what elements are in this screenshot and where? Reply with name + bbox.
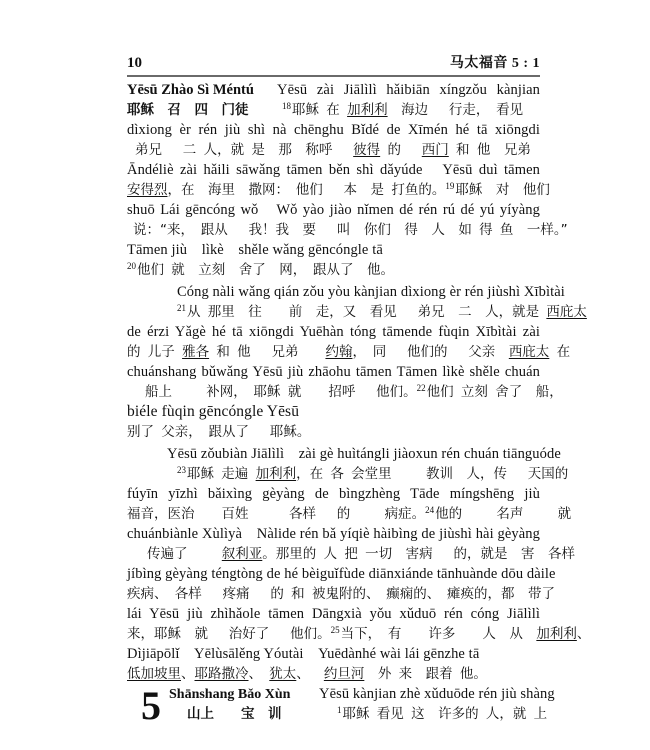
text-line-pinyin: jíbìng gèyàng téngtòng de hé bèiguǐfùde diānxiánde tānhuànde dōu dàile [127,566,556,582]
verse-number: 19 [445,180,455,191]
page-number: 10 [127,55,142,71]
text-line-chinese [127,260,540,280]
text-line-chinese: 安得烈，在 海里 撒网： 他们 本 是 打鱼的。$^{19}$耶稣 对 他们 [127,180,550,198]
bible-page [127,52,591,728]
verse-number: 21 [177,302,186,313]
person-name-underlined: 彼得 [353,142,381,158]
verse-number: 18 [282,100,291,111]
place-name-underlined: 加利利 [536,626,577,642]
text-line-chinese: 别了 父亲， 跟从了 耶稣。 [127,424,311,440]
text-line-chinese [127,704,548,724]
text-line-pinyin: Yēsū zǒubiàn Jiālìlì zài gè huìtángli jiàoxun rén chuán tiānguóde [167,446,561,462]
place-name-underlined: 加利利 [347,102,388,118]
text-line-pinyin: Āndéliè zài hǎili sāwǎng tāmen běn shì dǎyúde Yēsū duì tāmen [127,162,540,178]
verse-number: 25 [330,624,340,635]
running-header [127,52,540,77]
text-line-chinese: $^{21}$从 那里 往 前 走，又 看见 弟兄 二 人，就是 西庇太 [177,302,587,320]
place-name-underlined: 耶路撒冷 [194,666,249,682]
text-line-pinyin: shuō Lái gēncóng wǒ Wǒ yào jiào nǐmen dé rén rú dé yú yíyàng [127,202,540,218]
pinyin-text: Yēsū zài Jiālìlì hǎibiān xíngzǒu kànjian [277,82,540,98]
chinese-text: 耶稣 看见 这 许多的 人，就 上 [342,706,548,722]
text-line-chinese: 弟兄 二 人，就 是 那 称呼 彼得 的 西门 和 他 兄弟 [135,142,531,158]
place-name-underlined: 低加坡里 [127,666,181,682]
person-name-underlined: 约翰 [325,344,353,360]
person-name-underlined: 雅各 [182,344,210,360]
text-line-pinyin: Cóng nàli wǎng qián zǒu yòu kànjian dìxiong èr rén jiùshì Xībìtài [177,284,565,300]
book-reference: 马太福音 5 : 1 [449,56,540,71]
chapter-number: 5 [141,683,161,728]
place-name-underlined: 犹太 [269,666,297,682]
text-line-chinese: 福音，医治 百姓 各样 的 病症。$^{24}$他的 名声 就 [127,504,572,522]
text-line-pinyin: fúyīn yīzhì bǎixìng gèyàng de bìngzhèng Tāde míngshēng jiù [127,486,540,502]
text-line-pinyin: lái Yēsū jiù zhìhǎole tāmen Dāngxià yǒu xǔduō rén cóng Jiālìlì [127,606,540,622]
verse-number: 23 [177,464,186,475]
text-line-chinese: 来，耶稣 就 治好了 他们。$^{25}$当下， 有 许多 人 从 加利利、 [127,624,591,642]
text-line-chinese [127,100,540,120]
text-line-chinese: $^{23}$耶稣 走遍 加利利，在 各 会堂里 教训 人，传 天国的 [177,464,569,482]
text-line-pinyin: de érzi Yǎgè hé tā xiōngdi Yuēhàn tóng tāmende fùqin Xībìtài zài [127,324,540,340]
text-line-pinyin: biéle fùqin gēncóngle Yēsū [127,403,300,420]
chinese-text: 他们 就 立刻 舍了 网， 跟从了 他。 [137,262,395,278]
verse-number: 22 [416,382,426,393]
person-name-underlined: 西庇太 [508,344,550,360]
person-name-underlined: 安得烈 [127,182,168,198]
place-name-underlined: 约旦河 [323,666,365,682]
text-line-pinyin: Tāmen jiù lìkè shěle wǎng gēncóngle tā [127,242,383,258]
verse-number: 1 [337,704,342,715]
section-heading-chinese: 耶稣 召 四 门徒 [127,102,249,118]
text-line-chinese: 的 儿子 雅各 和 他 兄弟 约翰， 同 他们的 父亲 西庇太 在 [127,344,571,360]
section-heading-chinese: 山上 宝 训 [187,706,282,722]
section-heading-pinyin: Shānshang Bǎo Xùn [169,687,291,702]
place-name-underlined: 加利利 [255,466,297,482]
text-line-pinyin: chuánshang bǔwǎng Yēsū jiù zhāohu tāmen Tāmen lìkè shěle chuán [127,364,540,380]
person-name-underlined: 西庇太 [546,304,587,320]
section-heading-pinyin: Yēsū Zhào Sì Méntú [127,82,254,98]
text-line-pinyin: chuánbiànle Xùlìyà Nàlide rén bǎ yíqiè hàibìng de jiùshì hài gèyàng [127,526,540,542]
person-name-underlined: 西门 [421,142,449,158]
text-line-chinese: 疾病、 各样 疼痛 的 和 被鬼附的、 癫痫的、 瘫痪的，都 带了 [127,586,555,602]
pinyin-text: Yēsū kànjian zhè xǔduōde rén jiù shàng [319,686,555,702]
place-name-underlined: 叙利亚 [221,546,263,562]
text-line-chinese: 船上 补网， 耶稣 就 招呼 他们。$^{22}$他们 立刻 舍了 船， [145,382,563,400]
text-line-chinese: 低加坡里、耶路撒冷、 犹太、 约旦河 外 来 跟着 他。 [127,666,487,682]
text-line-chinese: 传遍了 叙利亚。那里的 人 把 一切 害病 的，就是 害 各样 [147,546,575,562]
verse-number: 20 [127,260,136,271]
text-line-pinyin: dìxiong èr rén jiù shì nà chēnghu Bǐdé de Xīmén hé tā xiōngdi [127,122,540,138]
text-line-pinyin [127,80,540,100]
text-line-chinese: 说：“来， 跟从 我！我 要 叫 你们 得 人 如 得 鱼 一样。” [133,222,568,238]
chinese-text: 耶稣 在 加利利 海边 行走， 看见 [292,102,524,118]
verse-number: 24 [425,504,435,515]
text-line-pinyin: Dìjiāpōlǐ Yēlùsālěng Yóutài Yuēdànhé wài lái gēnzhe tā [127,646,480,662]
text-line-pinyin [127,684,555,704]
